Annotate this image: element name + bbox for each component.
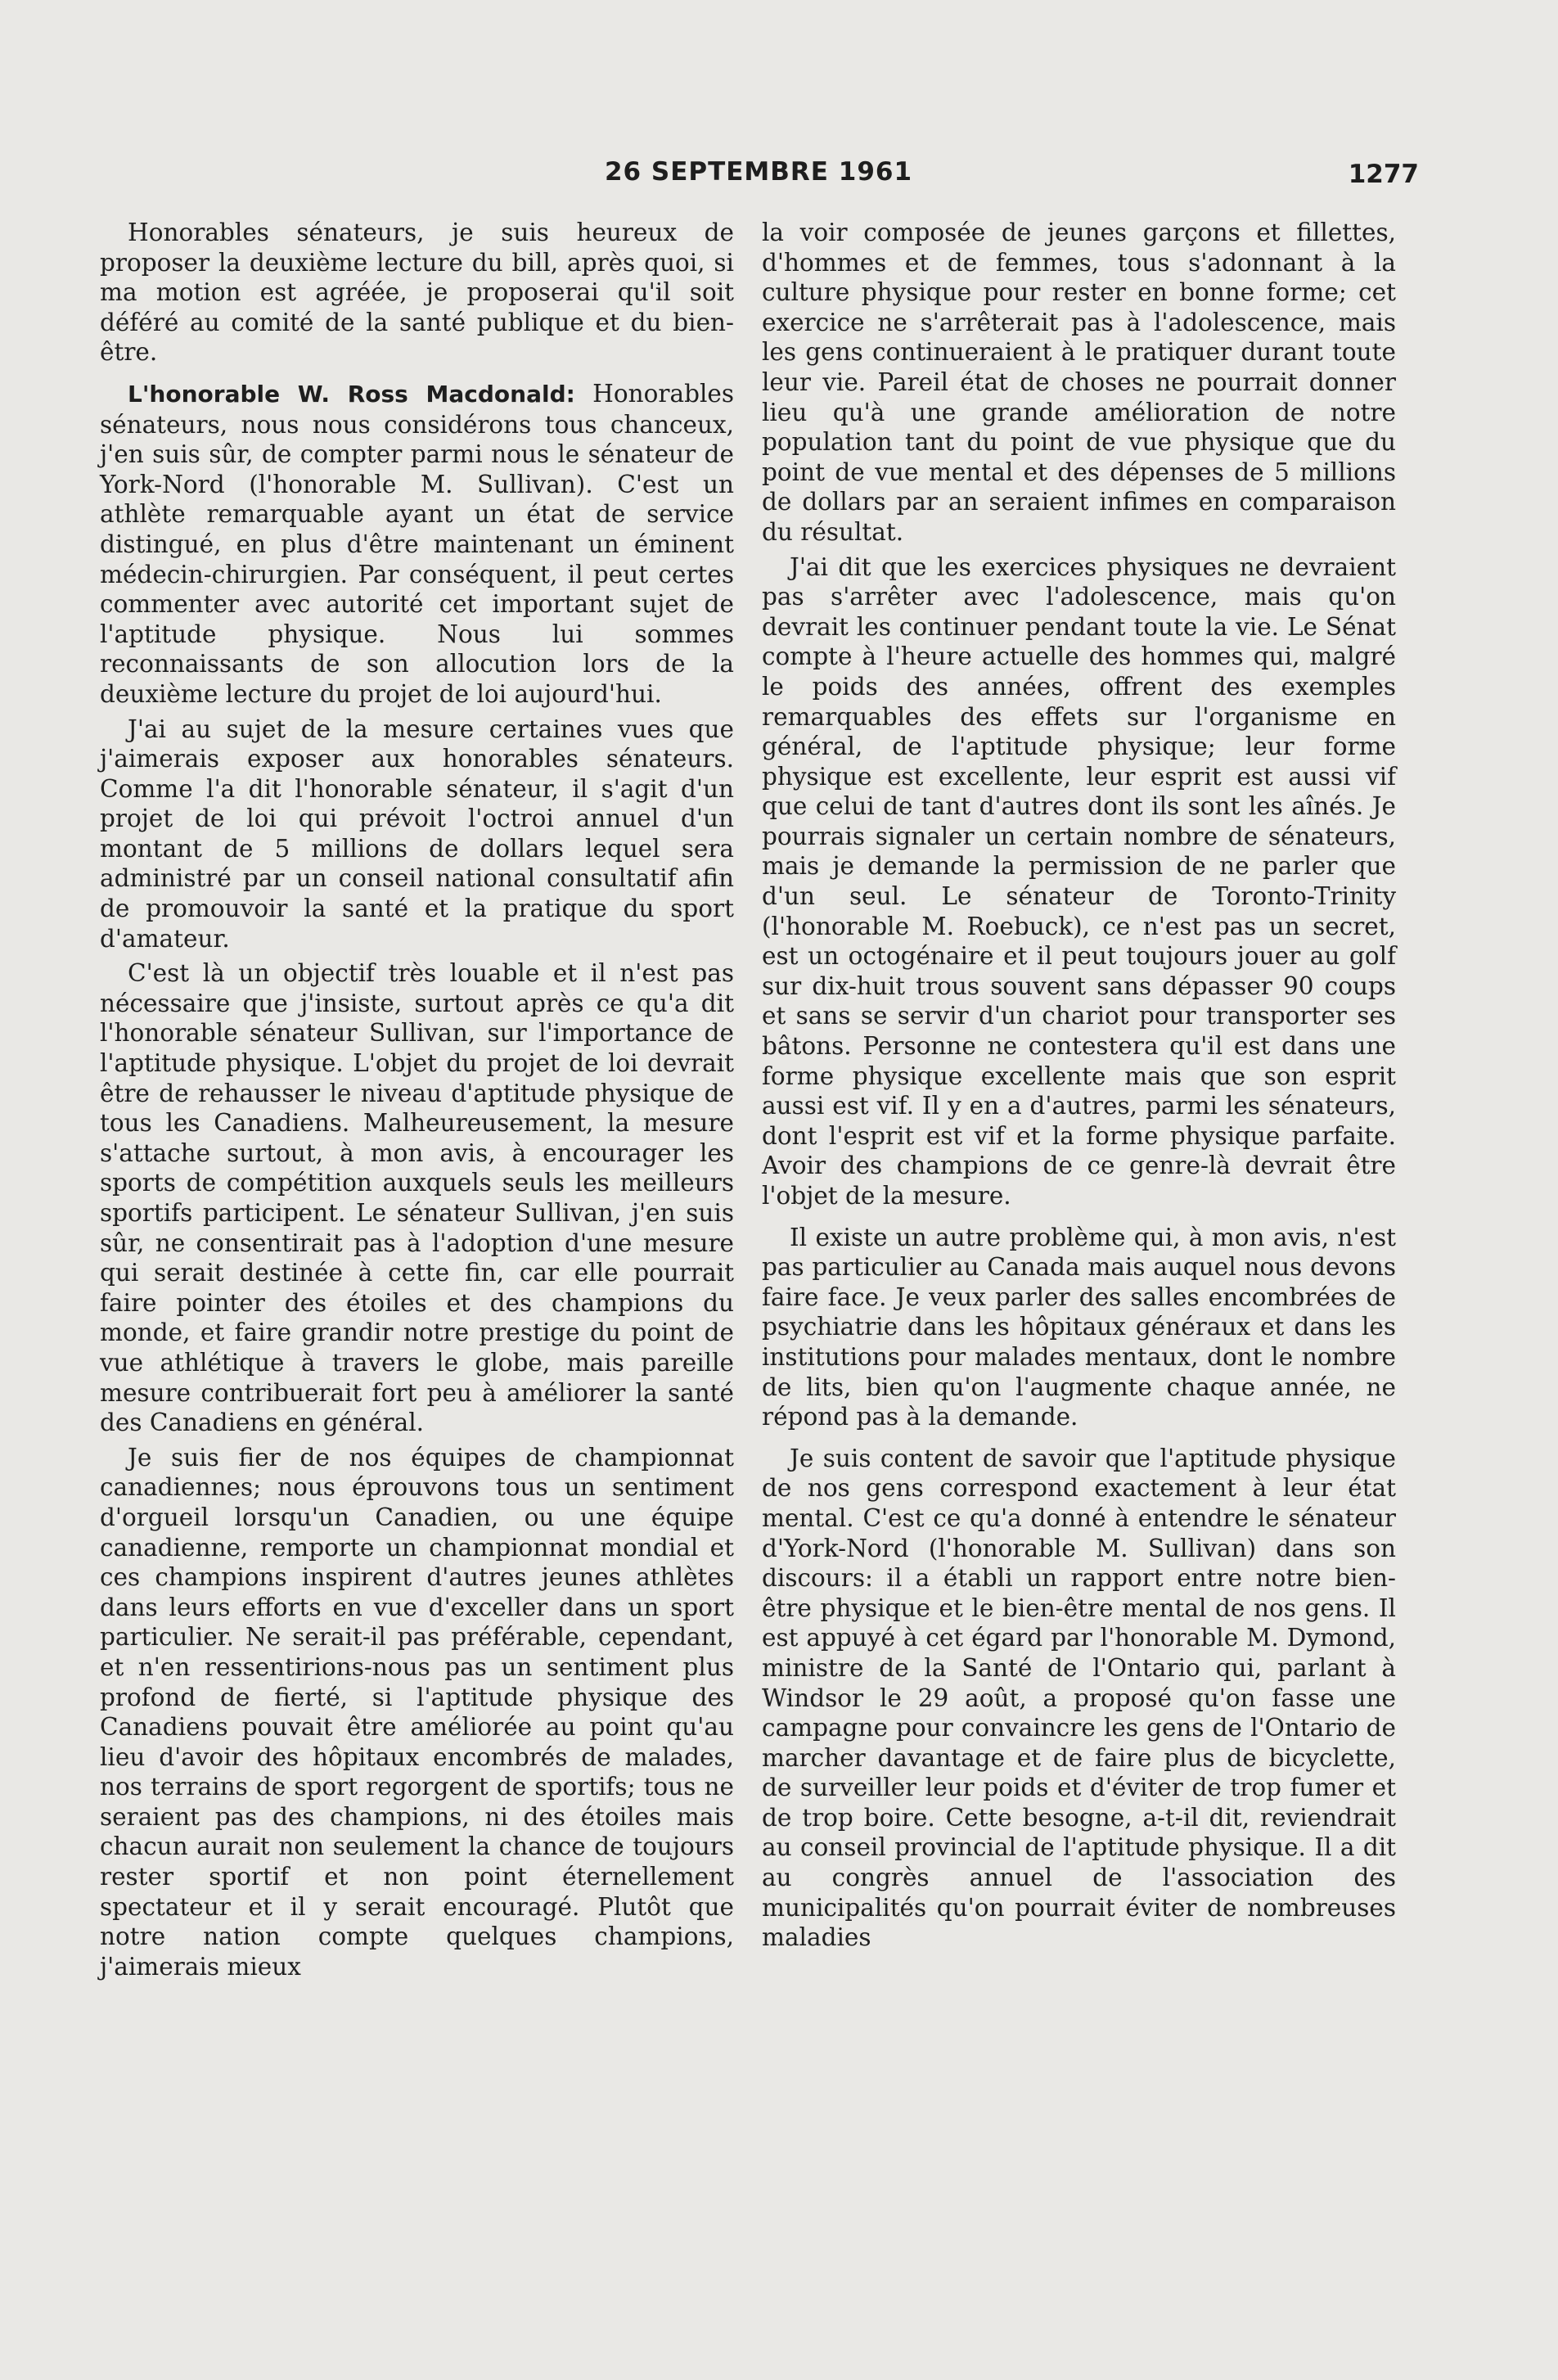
page-number: 1277	[1348, 160, 1419, 189]
speaker-name: L'honorable W. Ross Macdonald:	[128, 380, 575, 408]
paragraph: Honorables sénateurs, je suis heureux de proposer la deuxième lecture du bill, après quoi, si ma motion est agréée, je proposerai qu'il soit déféré au comité de la santé publique et du bien-être.	[100, 219, 734, 367]
speech-text: Honorables sénateurs, nous nous considérons tous chanceux, j'en suis sûr, de compter parmi nous le sénateur de York-Nord (l'honorable M. Sullivan). C'est un athlète remarquable ayant un état de service distingué, en plus d'être maintenant un éminent médecin-chirurgien. Par conséquent, il peut certes commenter avec autorité cet important sujet de l'aptitude physique. Nous lui sommes reconnaissants de son allocution lors de la deuxième lecture du projet de loi aujourd'hui.	[100, 379, 734, 708]
left-column	[100, 218, 734, 1986]
page-date: 26 SEPTEMBRE 1961	[604, 157, 913, 187]
speech-paragraph	[100, 379, 734, 710]
paragraph: J'ai dit que les exercices physiques ne devraient pas s'arrêter avec l'adolescence, mais qu'on devrait les continuer pendant toute la vie. Le Sénat compte à l'heure actuelle des hommes qui, malgré le poids des années, offrent des exemples remarquables des effets sur l'organisme en général, de l'aptitude physique; leur forme physique est excellente, leur esprit est aussi vif que celui de tant d'autres dont ils sont les aînés. Je pourrais signaler un certain nombre de sénateurs, mais je demande la permission de ne parler que d'un seul. Le sénateur de Toronto-Trinity (l'honorable M. Roebuck), ce n'est pas un secret, est un octogénaire et il peut toujours jouer au golf sur dix-huit trous souvent sans dépasser 90 coups et sans se servir d'un chariot pour transporter ses bâtons. Personne ne contestera qu'il est dans une forme physique excellente mais que son esprit aussi est vif. Il y en a d'autres, parmi les sénateurs, dont l'esprit est vif et la forme physique parfaite. Avoir des champions de ce genre-là devrait être l'objet de la mesure.	[762, 552, 1396, 1210]
paragraph: Je suis fier de nos équipes de championnat canadiennes; nous éprouvons tous un sentiment d'orgueil lorsqu'un Canadien, ou une équipe canadienne, remporte un championnat mondial et ces champions inspirent d'autres jeunes athlètes dans leurs efforts en vue d'exceller dans un sport particulier. Ne serait-il pas préférable, cependant, et n'en ressentirions-nous pas un sentiment plus profond de fierté, si l'aptitude physique des Canadiens pouvait être améliorée au point qu'au lieu d'avoir des hôpitaux encombrés de malades, nos terrains de sport regorgent de sportifs; tous ne seraient pas des champions, ni des étoiles mais chacun aurait non seulement la chance de toujours rester sportif et non point éternellement spectateur et il y serait encouragé. Plutôt que notre nation compte quelques champions, j'aimerais mieux	[100, 1443, 734, 1981]
page-header	[98, 157, 1419, 190]
paragraph: Il existe un autre problème qui, à mon avis, n'est pas particulier au Canada mais auquel nous devons faire face. Je veux parler des salles encombrées de psychiatrie dans les hôpitaux généraux et dans les institutions pour malades mentaux, dont le nombre de lits, bien qu'on l'augmente chaque année, ne répond pas à la demande.	[762, 1223, 1396, 1431]
paragraph: C'est là un objectif très louable et il n'est pas nécessaire que j'insiste, surtout après ce qu'a dit l'honorable sénateur Sullivan, sur l'importance de l'aptitude physique. L'objet du projet de loi devrait être de rehausser le niveau d'aptitude physique de tous les Canadiens. Malheureusement, la mesure s'attache surtout, à mon avis, à encourager les sports de compétition auxquels seuls les meilleurs sportifs participent. Le sénateur Sullivan, j'en suis sûr, ne consentirait pas à l'adoption d'une mesure qui serait destinée à cette fin, car elle pourrait faire pointer des étoiles et des champions du monde, et faire grandir notre prestige du point de vue athlétique à travers le globe, mais pareille mesure contribuerait fort peu à améliorer la santé des Canadiens en général.	[100, 959, 734, 1437]
right-column	[762, 218, 1396, 1958]
paragraph: J'ai au sujet de la mesure certaines vues que j'aimerais exposer aux honorables sénateurs. Comme l'a dit l'honorable sénateur, il s'agit d'un projet de loi qui prévoit l'octroi annuel d'un montant de 5 millions de dollars lequel sera administré par un conseil national consultatif afin de promouvoir la santé et la pratique du sport d'amateur.	[100, 714, 734, 953]
paragraph: la voir composée de jeunes garçons et fillettes, d'hommes et de femmes, tous s'adonnant à la culture physique pour rester en bonne forme; cet exercice ne s'arrêterait pas à l'adolescence, mais les gens continueraient à le pratiquer durant toute leur vie. Pareil état de choses ne pourrait donner lieu qu'à une grande amélioration de notre population tant du point de vue physique que du point de vue mental et des dépenses de 5 millions de dollars par an seraient infimes en comparaison du résultat.	[762, 219, 1396, 546]
paragraph: Je suis content de savoir que l'aptitude physique de nos gens correspond exactement à leur état mental. C'est ce qu'a donné à entendre le sénateur d'York-Nord (l'honorable M. Sullivan) dans son discours: il a établi un rapport entre notre bien-être physique et le bien-être mental de nos gens. Il est appuyé à cet égard par l'honorable M. Dymond, ministre de la Santé de l'Ontario qui, parlant à Windsor le 29 août, a proposé qu'on fasse une campagne pour convaincre les gens de l'Ontario de marcher davantage et de faire plus de bicyclette, de surveiller leur poids et d'éviter de trop fumer et de trop boire. Cette besogne, a-t-il dit, reviendrait au conseil provincial de l'aptitude physique. Il a dit au congrès annuel de l'association des municipalités qu'on pourrait éviter de nombreuses maladies	[762, 1444, 1396, 1952]
